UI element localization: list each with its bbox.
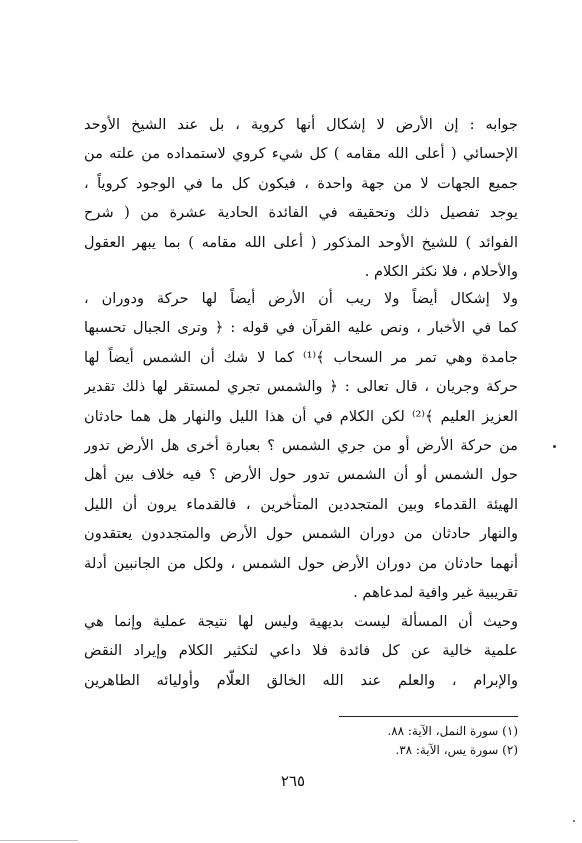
text-line: جميع الجهات لا من جهة واحدة ، فيكون كل ما في الوجود كروياً ، [84,174,518,192]
text-line: حول الشمس أو أن الشمس تدور حول الأرض ؟ فيه خلاف بين أهل [84,466,518,484]
paragraph-1 [84,110,518,286]
text-line: والإبرام ، والعلم عند الله الخالق العلّام وأوليائه الطاهرين [84,671,518,689]
text-line: وحيث أن المسألة ليست بديهية وليس لها نتيجة عملية وإنما هي [84,613,518,630]
text-line: الهيئة القدماء وبين المتجددين المتأخرين ، فالقدماء يرون أن الليل [84,495,518,513]
footnote-1: (١) سورة النمل، الآية: ٨٨. [387,724,518,738]
text-line: جوابه : إن الأرض لا إشكال أنها كروية ، بل عند الشيخ الأوحد [84,116,518,133]
text-line: الفوائد ) للشيخ الأوحد المذكور ( أعلى الله مقامه ) بما يبهر العقول [84,233,518,251]
paragraph-2 [84,284,518,607]
text-line: والأحلام ، فلا نكثر الكلام . [364,262,518,280]
text-line: العزيز العليم ﴾⁽²⁾ لكن الكلام في أن هذا الليل والنهار هل هما حادثان [84,407,518,425]
footnote-separator [339,716,518,717]
text-line: تقريبية غير وافية لمدعاهم . [353,583,518,601]
text-line: يوجد تفصيل ذلك وتحقيقه في الفائدة الحادية عشرة من ( شرح [84,204,518,222]
text-line: جامدة وهي تمر مر السحاب ﴾⁽¹⁾ كما لا شك أن الشمس أيضاً لها [84,348,518,366]
text-line: كما في الأخبار ، ونص عليه القرآن في قوله : ﴿ وترى الجبال تحسبها [84,319,518,337]
text-line: حركة وجريان ، قال تعالى : ﴿ والشمس تجري لمستقر لها ذلك تقدير [84,378,518,396]
margin-mark [553,445,556,448]
text-line: أنهما حادثان من دوران الأرض حول الشمس ، ولكل من الجانبين أدلة [84,554,518,572]
paragraph-3 [84,607,518,695]
text-line: ولا إشكال أيضاً ولا ريب أن الأرض أيضاً لها حركة ودوران ، [84,290,518,307]
page-number: ٢٦٥ [280,772,306,790]
footnote-2: (٢) سورة يس، الآية: ٣٨. [395,743,518,757]
text-line: من حركة الأرض أو من جري الشمس ؟ بعبارة أخرى هل الأرض تدور [84,436,518,454]
scan-edge-line [0,840,78,841]
text-line: والنهار حادثان من دوران الشمس حول الأرض والمتجددون يعتقدون [84,525,518,543]
text-line: الإحسائي ( أعلى الله مقامه ) كل شيء كروي لاستمداده من علته من [84,145,518,163]
footnotes [300,722,518,760]
scan-speck [573,820,575,822]
text-line: علمية خالية عن كل فائدة فلا داعي لتكثير الكلام وإيراد النقض [84,642,518,660]
